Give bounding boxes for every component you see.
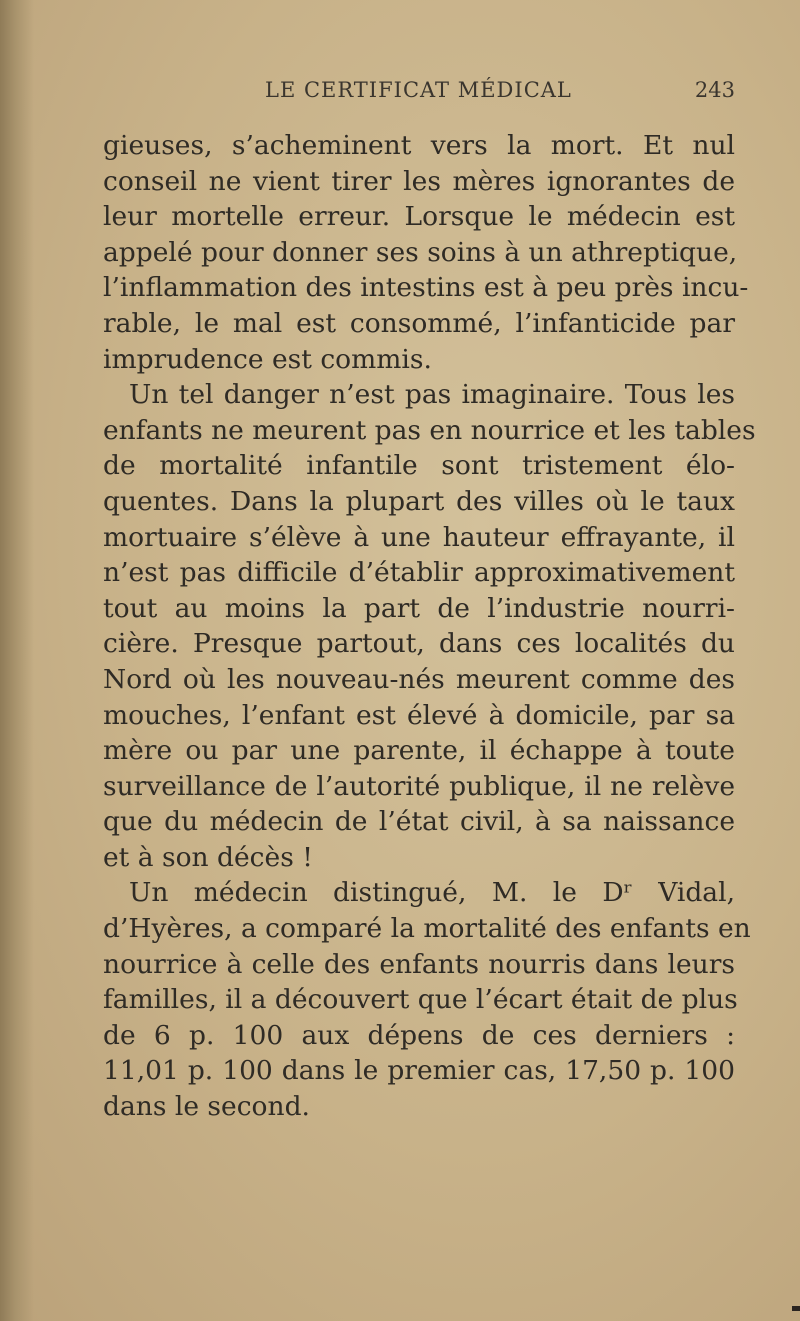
- text-line: surveillance de l’autorité publique, il ne relève: [103, 770, 735, 802]
- text-line: leur mortelle erreur. Lorsque le médecin est: [103, 201, 735, 233]
- text-line: gieuses, s’acheminent vers la mort. Et nul: [103, 130, 735, 161]
- running-title: LE CERTIFICAT MÉDICAL: [265, 78, 572, 102]
- text-line: quentes. Dans la plupart des villes où le taux: [103, 485, 735, 517]
- body-text: [103, 128, 756, 1125]
- text-line: cière. Presque partout, dans ces localités du: [103, 628, 735, 660]
- text-line: et à son décès !: [103, 841, 313, 873]
- text-line: tout au moins la part de l’industrie nourri-: [103, 592, 735, 624]
- page-header: [265, 78, 735, 108]
- text-line: imprudence est commis.: [103, 343, 432, 375]
- text-line: l’inflammation des intestins est à peu près incu-: [103, 272, 749, 304]
- text-line: dans le second.: [103, 1091, 310, 1123]
- text-line: rable, le mal est consommé, l’infanticide par: [103, 307, 735, 339]
- text-line: conseil ne vient tirer les mères ignorantes de: [103, 165, 735, 197]
- text-line: mère ou par une parente, il échappe à toute: [103, 735, 735, 767]
- text-line: nourrice à celle des enfants nourris dans leurs: [103, 948, 735, 980]
- text-line: que du médecin de l’état civil, à sa naissance: [103, 806, 735, 838]
- text-line: mortuaire s’élève à une hauteur effrayante, il: [103, 521, 735, 553]
- page-number: 243: [694, 78, 735, 102]
- text-line: familles, il a découvert que l’écart était de plus: [103, 984, 738, 1016]
- text-line: mouches, l’enfant est élevé à domicile, par sa: [103, 699, 735, 731]
- text-line: Un médecin distingué, M. le Dʳ Vidal,: [129, 877, 735, 909]
- binding-shadow: [0, 0, 34, 1321]
- text-line: de 6 p. 100 aux dépens de ces derniers :: [103, 1019, 735, 1051]
- text-line: Un tel danger n’est pas imaginaire. Tous les: [129, 379, 735, 411]
- text-line: 11,01 p. 100 dans le premier cas, 17,50 p. 100: [103, 1055, 735, 1087]
- text-line: de mortalité infantile sont tristement élo-: [103, 450, 735, 482]
- text-line: appelé pour donner ses soins à un athreptique,: [103, 236, 738, 268]
- ink-mark: [792, 1306, 800, 1311]
- text-line: Nord où les nouveau-nés meurent comme des: [103, 663, 735, 695]
- text-line: d’Hyères, a comparé la mortalité des enfants en: [103, 913, 751, 945]
- text-line: n’est pas difficile d’établir approximativement: [103, 557, 735, 589]
- text-line: enfants ne meurent pas en nourrice et les tables: [103, 414, 756, 446]
